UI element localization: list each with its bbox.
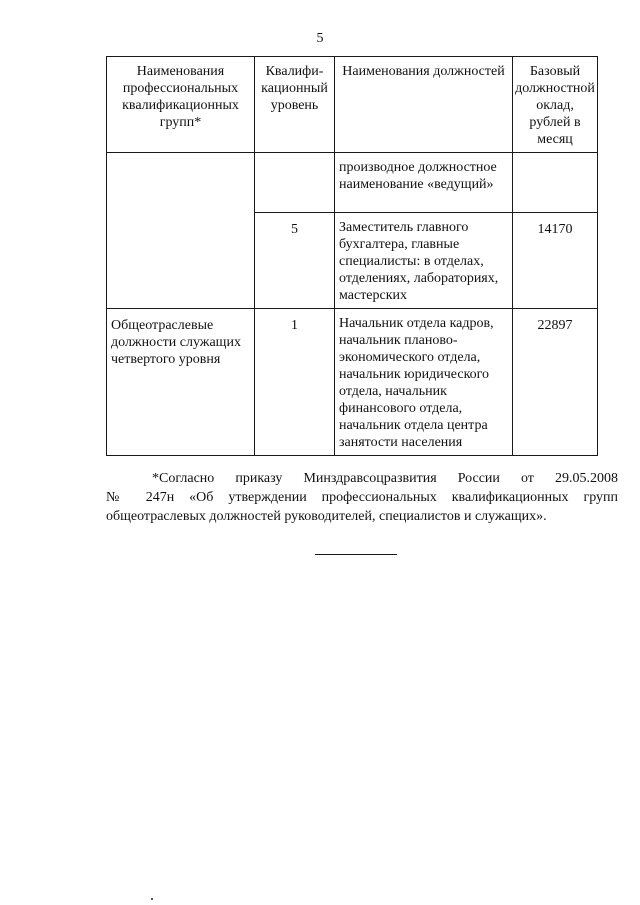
header-base-salary: Базовый должностной оклад, рублей в месяц xyxy=(513,57,598,153)
table-header-row xyxy=(107,57,598,153)
salary-cell: 22897 xyxy=(513,309,598,456)
footnote-line: *Согласно приказу Минздравсоцразвития России от 29.05.2008 xyxy=(152,471,618,486)
salary-cell: 14170 xyxy=(513,213,598,309)
positions-cell: Начальник отдела кадров, начальник планово-экономического отдела, начальник юридического отдела, начальник финансового отдела, начальник отдела центра занятости населения xyxy=(335,309,513,456)
group-cell xyxy=(107,153,255,309)
page-number: 5 xyxy=(316,31,324,46)
level-cell: 5 xyxy=(255,213,335,309)
header-position-names: Наименования должностей xyxy=(335,57,513,153)
table-row xyxy=(107,153,598,213)
footnote-line: № 247н «Об утверждении профессиональных квалификационных групп xyxy=(106,490,618,505)
level-cell: 1 xyxy=(255,309,335,456)
salary-cell xyxy=(513,153,598,213)
footnote xyxy=(106,469,618,526)
level-cell xyxy=(255,153,335,213)
positions-cell: Заместитель главного бухгалтера, главные специалисты: в отделах, отделениях, лабораториях, мастерских xyxy=(335,213,513,309)
footnote-line: общеотраслевых должностей руководителей, специалистов и служащих». xyxy=(106,509,547,524)
header-qualification-group: Наименования профессиональных квалификационных групп* xyxy=(107,57,255,153)
positions-cell: производное должностное наименование «ведущий» xyxy=(335,153,513,213)
positions-salary-table xyxy=(106,56,598,456)
group-cell: Общеотраслевые должности служащих четвертого уровня xyxy=(107,309,255,456)
end-divider xyxy=(315,554,397,555)
scan-speck xyxy=(151,898,153,900)
header-qualification-level: Квалифи-кационный уровень xyxy=(255,57,335,153)
table-row xyxy=(107,309,598,456)
